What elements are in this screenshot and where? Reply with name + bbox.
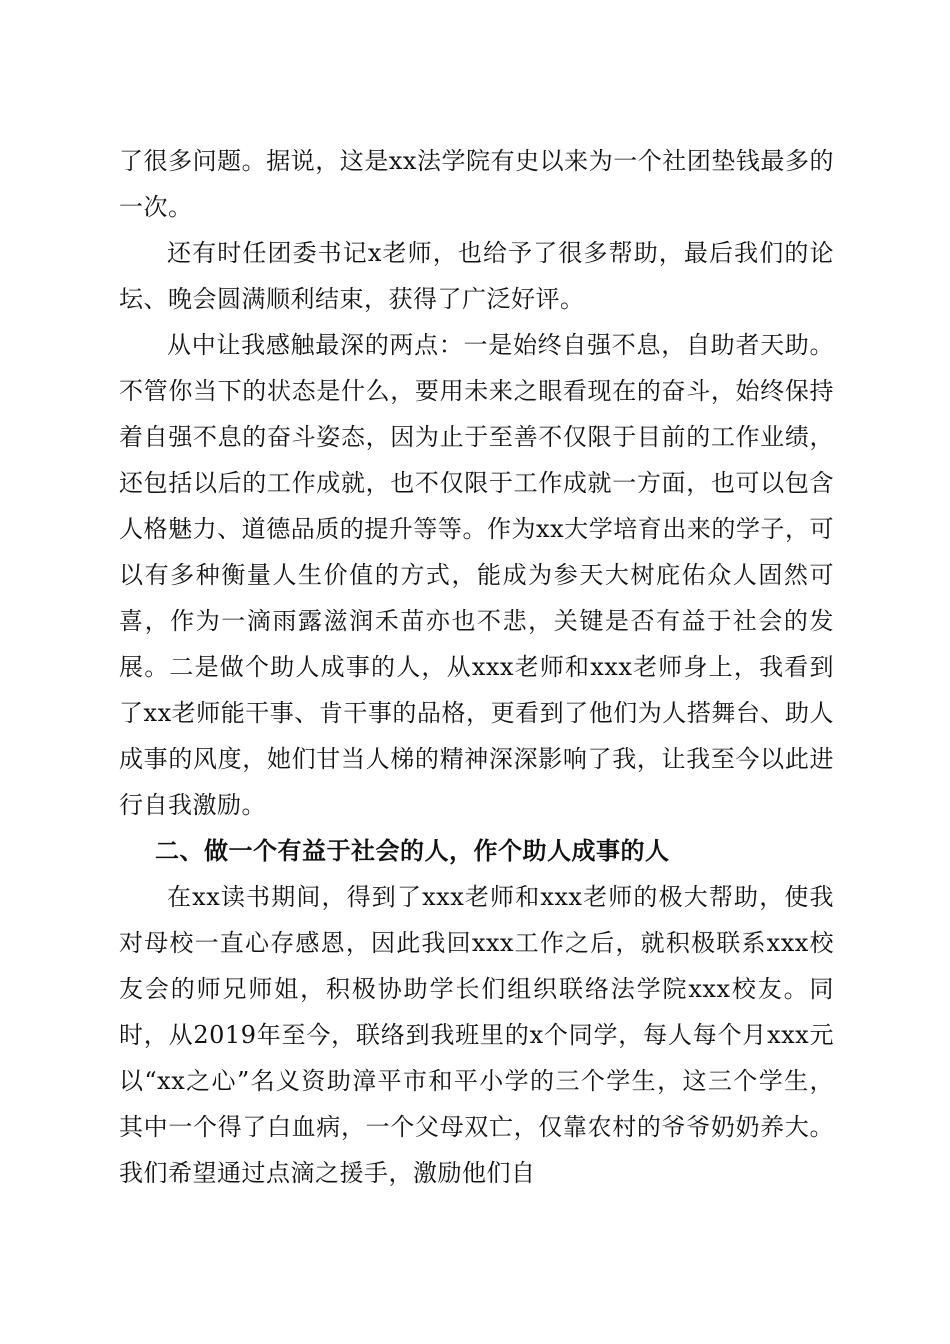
paragraph-alumni-support: 在xx读书期间，得到了xxx老师和xxx老师的极大帮助，使我对母校一直心存感恩，因此我回xxx工作之后，就积极联系xxx校友会的师兄师姐，积极协助学长们组织联络法学院xxx校友。同时，从2019年至今，联络到我班里的x个同学，每人每个月xxx元以“xx之心”名义资助漳平市和平小学的三个学生，这三个学生，其中一个得了白血病，一个父母双亡，仅靠农村的爷爷奶奶养大。我们希望通过点滴之援手，激励他们自 <box>119 883 834 1187</box>
section-heading: 二、做一个有益于社会的人，作个助人成事的人 <box>155 837 670 865</box>
paragraph-youth-league-help: 还有时任团委书记x老师，也给予了很多帮助，最后我们的论坛、晚会圆满顺利结束，获得了广泛好评。 <box>119 239 834 313</box>
paragraph-continuation: 了很多问题。据说，这是xx法学院有史以来为一个社团垫钱最多的一次。 <box>119 147 834 221</box>
document-body <box>119 138 834 1196</box>
paragraph-two-insights: 从中让我感触最深的两点：一是始终自强不息，自助者天助。不管你当下的状态是什么，要用未来之眼看现在的奋斗，始终保持着自强不息的奋斗姿态，因为止于至善不仅限于目前的工作业绩，还包括以后的工作成就，也不仅限于工作成就一方面，也可以包含人格魅力、道德品质的提升等等。作为xx大学培育出来的学子，可以有多种衡量人生价值的方式，能成为参天大树庇佑众人固然可喜，作为一滴雨露滋润禾苗亦也不悲，关键是否有益于社会的发展。二是做个助人成事的人，从xxx老师和xxx老师身上，我看到了xx老师能干事、肯干事的品格，更看到了他们为人搭舞台、助人成事的风度，她们甘当人梯的精神深深影响了我，让我至今以此进行自我激励。 <box>119 331 834 819</box>
